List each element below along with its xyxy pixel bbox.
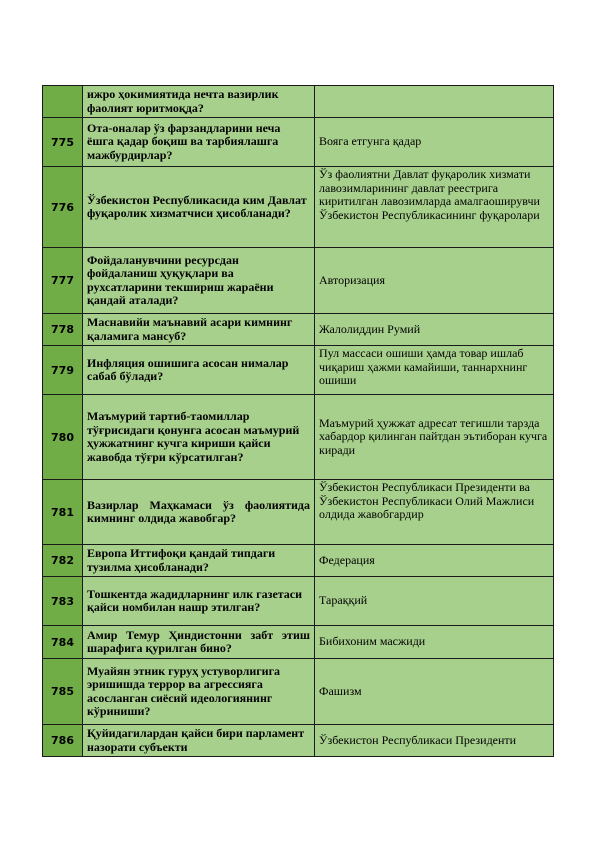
- answer-cell: Фашизм: [315, 659, 554, 725]
- table-row: [43, 577, 554, 626]
- questions-table: [42, 85, 554, 757]
- question-cell: Европа Иттифоқи қандай типдаги тузилма ҳисобланади?: [83, 545, 315, 577]
- row-number: 783: [43, 577, 83, 626]
- answer-cell: Авторизация: [315, 248, 554, 314]
- question-cell: Ота-оналар ўз фарзандларини неча ёшга қадар боқиш ва тарбиялашга мажбурдирлар?: [83, 118, 315, 167]
- answer-cell: Федерация: [315, 545, 554, 577]
- row-number: 785: [43, 659, 83, 725]
- row-number: 775: [43, 118, 83, 167]
- table-row: [43, 626, 554, 659]
- table-row: [43, 118, 554, 167]
- row-number: 781: [43, 480, 83, 545]
- answer-cell: Пул массаси ошиши ҳамда товар ишлаб чиқариш ҳажми камайиши, таннархнинг ошиши: [315, 346, 554, 395]
- answer-cell: Жалолиддин Румий: [315, 314, 554, 346]
- question-cell: Вазирлар Маҳкамаси ўз фаолиятида кимнинг олдида жавобгар?: [83, 480, 315, 545]
- question-cell: Маснавийи маънавий асари кимнинг қаламига мансуб?: [83, 314, 315, 346]
- table-row: [43, 545, 554, 577]
- row-number: 786: [43, 725, 83, 757]
- question-cell: Муайян этник гуруҳ устуворлигига эришишда террор ва агрессияга асосланган сиёсий идеологиянинг кўриниши?: [83, 659, 315, 725]
- question-cell: Амир Темур Ҳиндистонни забт этиш шарафига қурилган бино?: [83, 626, 315, 659]
- row-number: 778: [43, 314, 83, 346]
- answer-cell: Ўзбекистон Республикаси Президенти ва Ўзбекистон Республикаси Олий Мажлиси олдида жавобгардир: [315, 480, 554, 545]
- table-row: [43, 480, 554, 545]
- row-number: 776: [43, 167, 83, 248]
- question-cell: Тошкентда жадидларнинг илк газетаси қайси номбилан нашр этилган?: [83, 577, 315, 626]
- question-cell: Инфляция ошишига асосан нималар сабаб бўлади?: [83, 346, 315, 395]
- table-row: [43, 395, 554, 480]
- answer-cell: [315, 86, 554, 118]
- question-cell: Фойдаланувчини ресурсдан фойдаланиш ҳуқуқлари ва рухсатларини текшириш жараёни қандай аталади?: [83, 248, 315, 314]
- row-number: 780: [43, 395, 83, 480]
- row-number: 782: [43, 545, 83, 577]
- question-cell: Қуйидагилардан қайси бири парламент назорати субъекти: [83, 725, 315, 757]
- answer-cell: Маъмурий ҳужжат адресат тегишли тарзда хабардор қилинган пайтдан эътиборан кучга киради: [315, 395, 554, 480]
- table-row: [43, 86, 554, 118]
- table-row: [43, 346, 554, 395]
- question-cell: Маъмурий тартиб-таомиллар тўғрисидаги қонунга асосан маъмурий ҳужжатнинг кучга кириши қайси жавобда тўғри кўрсатилган?: [83, 395, 315, 480]
- row-number: [43, 86, 83, 118]
- question-cell: ижро ҳокимиятида нечта вазирлик фаолият юритмоқда?: [83, 86, 315, 118]
- answer-cell: Вояга етгунга қадар: [315, 118, 554, 167]
- table-row: [43, 167, 554, 248]
- answer-cell: Ўзбекистон Республикаси Президенти: [315, 725, 554, 757]
- answer-cell: Бибихоним масжиди: [315, 626, 554, 659]
- table-row: [43, 248, 554, 314]
- row-number: 779: [43, 346, 83, 395]
- row-number: 784: [43, 626, 83, 659]
- answer-cell: Ўз фаолиятни Давлат фуқаролик хизмати лавозимларининг давлат реестрига киритилган лавозимларда амалгаоширувчи Ўзбекистон Республикасининг фуқаролари: [315, 167, 554, 248]
- question-cell: Ўзбекистон Республикасида ким Давлат фуқаролик хизматчиси ҳисобланади?: [83, 167, 315, 248]
- table-row: [43, 659, 554, 725]
- row-number: 777: [43, 248, 83, 314]
- answer-cell: Тараққий: [315, 577, 554, 626]
- table-row: [43, 314, 554, 346]
- table-row: [43, 725, 554, 757]
